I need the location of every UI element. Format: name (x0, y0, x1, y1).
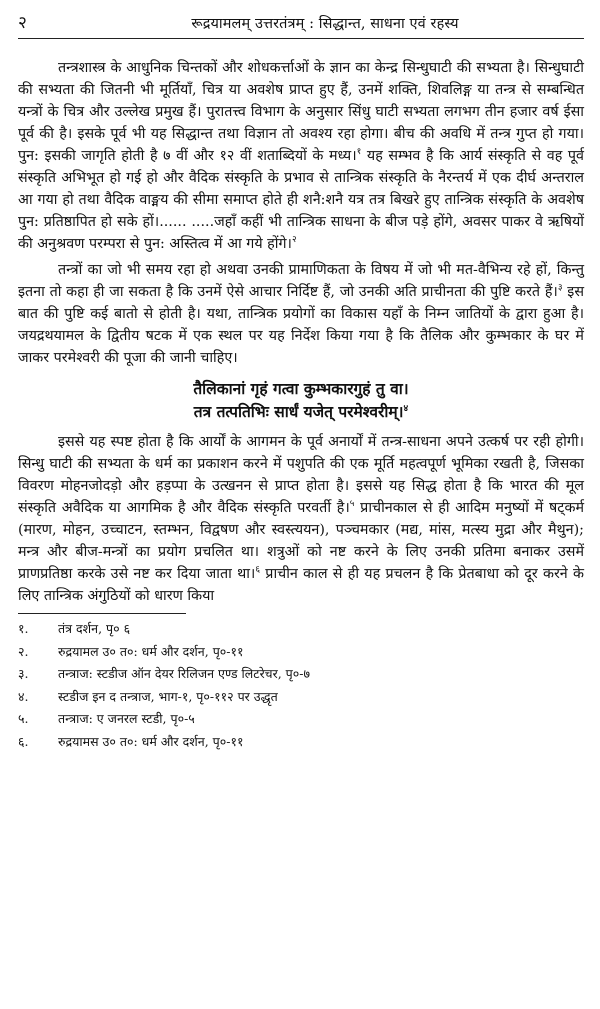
paragraph-3 (18, 431, 584, 607)
paragraph-text: यह सम्भव है कि आर्य संस्कृति से वह पूर्व संस्कृति अभिभूत हो गई हो और वैदिक संस्कृति के प्रभाव से तान्त्रिक संस्कृति के नैरन्तर्य में एक दीर्घ अन्तराल आ गया हो तथा वैदिक वाङ्मय की सीमा समाप्त होते ही शनै:शनै यत्र तत्र बिखरे हुए तान्त्रिक संस्कृति के अवशेष पुन: प्रतिष्ठापित हो सके हों।...... .....जहाँ कहीं भी तान्त्रिक साधना के बीज पड़े होंगे, अवसर पाकर वे ऋषियों की अनुश्रवण परम्परा से पुन: अस्तित्व में आ गये होंगे। (18, 148, 584, 252)
paragraph-text: प्राचीनकाल से ही आदिम मनुष्यों में षट्कर्म (मारण, मोहन, उच्चाटन, स्तम्भन, विद्वषण और स्वस्त्ययन), पञ्चमकार (मद्य, मांस, मत्स्य मुद्रा और मैथुन); मन्त्र और बीज-मन्त्रों का प्रयोग प्रचलित था। शत्रुओं को नष्ट करने के लिए उनकी प्रतिमा बनाकर उसमें प्राणप्रतिष्ठा करके उसे नष्ट कर दिया जाता था। (18, 500, 584, 582)
footnote-item (18, 731, 584, 754)
footnotes (18, 618, 584, 753)
footnote-ref: १ (356, 147, 362, 158)
sanskrit-verse (18, 377, 584, 423)
verse-line-2 (18, 400, 584, 423)
running-title: रूद्रयामलम् उत्तरतंत्रम् : सिद्धान्त, साधना एवं रहस्य (191, 16, 459, 32)
footnote-divider (18, 613, 186, 614)
book-page (18, 10, 584, 1000)
footnote-ref: ६ (255, 565, 261, 576)
verse-line-1: तैलिकानां गृहं गत्वा कुम्भकारगुहं तु वा। (193, 379, 409, 398)
paragraph-1 (18, 57, 584, 255)
footnote-number: २. (18, 643, 29, 659)
verse-line-2-text: तत्र तत्पतिभिः सार्धं यजेत् परमेश्वरीम्। (193, 402, 404, 421)
footnote-item (18, 708, 584, 731)
footnote-item (18, 663, 584, 686)
footnote-text: रुद्रयामल उ० त०: धर्म और दर्शन, पृ०-११ (58, 643, 244, 659)
footnote-text: रुद्रयामस उ० त०: धर्म और दर्शन, पृ०-११ (58, 733, 244, 749)
footnote-item (18, 618, 584, 641)
paragraph-text: इससे यह स्पष्ट होता है कि आर्यों के आगमन के पूर्व अनार्यों में तन्त्र-साधना अपने उत्कर्ष पर रही होगी। सिन्धु घाटी की सभ्यता के धर्म का प्रकाशन करने में पशुपति की एक मूर्ति महत्वपूर्ण भूमिका रखती है, जिसका विवरण मोहनजोदड़ो और हड़प्पा के उत्खनन से प्राप्त होता है। इससे यह सिद्ध होता है कि भारत की मूल संस्कृति अवैदिक या आगमिक है और वैदिक संस्कृति परवर्ती है। (18, 434, 584, 516)
footnote-number: ५. (18, 711, 29, 726)
footnote-text: तन्त्राज: ए जनरल स्टडी, पृ०-५ (58, 711, 195, 726)
page-header (18, 10, 584, 39)
footnote-ref: २ (291, 235, 297, 246)
footnote-text: स्टडीज इन द तन्त्राज, भाग-१, पृ०-११२ पर उद्धृत (58, 688, 278, 704)
paragraph-2 (18, 259, 584, 369)
footnote-ref: ४ (403, 403, 409, 414)
footnote-number: १. (18, 621, 29, 636)
footnote-number: ४. (18, 688, 29, 704)
footnote-number: ६. (18, 733, 29, 749)
paragraph-text: प्राचीन काल से ही यह प्रचलन है कि प्रेतबाधा को दूर करने के लिए तान्त्रिक अंगुठियों को धारण किया (18, 566, 584, 604)
footnote-number: ३. (18, 666, 29, 681)
paragraph-text: तन्त्रशास्त्र के आधुनिक चिन्तकों और शोधकर्त्ताओं के ज्ञान का केन्द्र सिन्धुघाटी की सभ्यता है। सिन्धुघाटी की सभ्यता की जितनी भी मूर्तियाँ, चित्र या अवशेष प्राप्त हुए हैं, उनमें शक्ति, शिवलिङ्ग या तन्त्र से सम्बन्धित यन्त्रों के चित्र और उल्लेख प्रमुख हैं। पुरातत्त्व विभाग के अनुसार सिंधु घाटी सभ्यता लगभग तीन हजार वर्ष ईसा पूर्व की है। इसके पूर्व भी यह सिद्धान्त तथा विज्ञान तो अवश्य रहा होगा। बीच की अवधि में तन्त्र गुप्त हो गया। पुन: इसकी जागृति होती है ७ वीं और १२ वीं शताब्दियों के मध्य। (18, 60, 584, 164)
page-number: २ (18, 13, 27, 33)
paragraph-text: तन्त्रों का जो भी समय रहा हो अथवा उनकी प्रामाणिकता के विषय में जो भी मत-वैभिन्य रहे हों, किन्तु इतना तो कहा ही जा सकता है कि उनमें ऐसे आचार निर्दिष्ट हैं, जो उनकी अति प्राचीनता की पुष्टि करते हैं। (18, 262, 584, 300)
footnote-text: तन्त्राज: स्टडीज ऑन देयर रिलिजन एण्ड लिटरेचर, पृ०-७ (58, 666, 310, 681)
footnote-ref: ३ (557, 283, 563, 294)
paragraph-text: इस बात की पुष्टि कई बातो से होती है। यथा, तान्त्रिक प्रयोगों का विकास यहाँ के निम्न जातियों के द्वारा हुआ है। जयद्रथयामल के द्वितीय षटक में एक स्थल पर यह निर्देश किया गया है कि तैलिक और कुम्भकार के घर में जाकर परमेश्वरी की पूजा की जानी चाहिए। (18, 284, 584, 366)
footnote-text: तंत्र दर्शन, पृ० ६ (58, 621, 131, 636)
footnote-ref: ५ (349, 499, 355, 510)
footnote-item (18, 641, 584, 664)
footnote-item (18, 686, 584, 709)
